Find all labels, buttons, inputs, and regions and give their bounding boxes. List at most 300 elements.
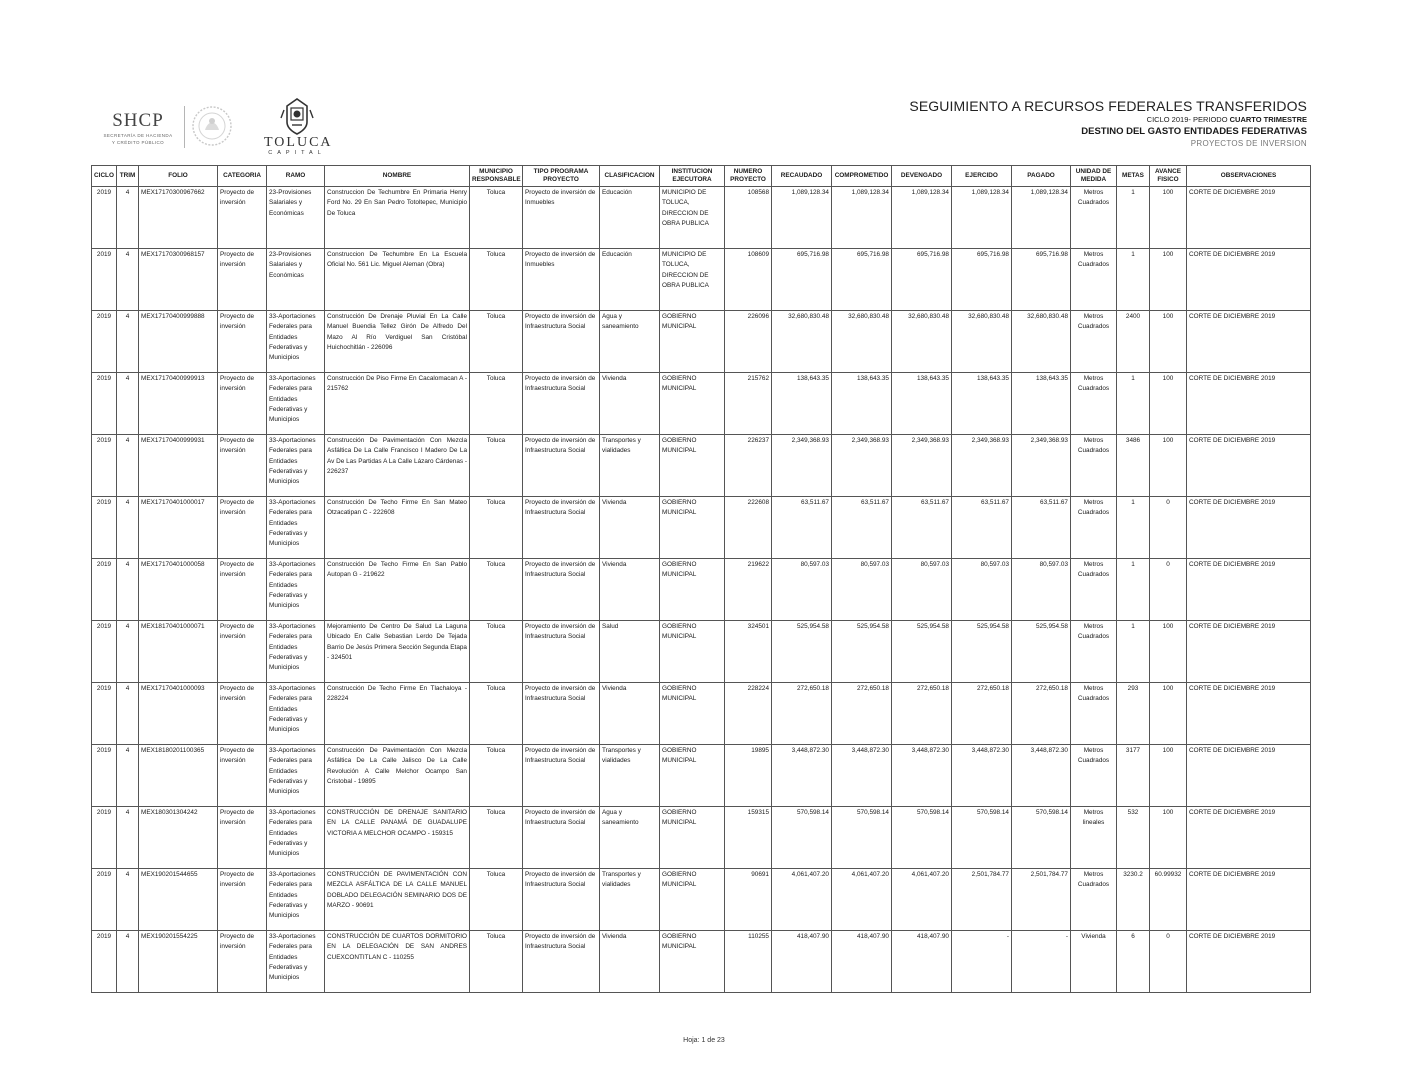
cell-tipo-programa: Proyecto de inversión de Infraestructura Social <box>523 621 600 683</box>
cell-tipo-programa: Proyecto de inversión de Infraestructura Social <box>523 683 600 745</box>
cell-pagado: 570,598.14 <box>1012 807 1071 869</box>
cell-nombre: Construcción De Techo Firme En San Pablo Autopan G - 219622 <box>325 559 470 621</box>
cell-devengado: 272,650.18 <box>892 683 952 745</box>
cell-numero-proyecto: 228224 <box>725 683 772 745</box>
cell-devengado: 418,407.90 <box>892 931 952 993</box>
cell-trim: 4 <box>117 807 139 869</box>
cell-unidad-medida: Metros Cuadrados <box>1071 497 1117 559</box>
shcp-subtitle-2: Y CRÉDITO PÚBLICO <box>111 139 165 145</box>
cell-ejercido: 2,349,368.93 <box>952 435 1012 497</box>
cell-pagado: 32,680,830.48 <box>1012 311 1071 373</box>
cell-municipio: Toluca <box>470 807 523 869</box>
cell-ramo: 33-Aportaciones Federales para Entidades Federativas y Municipios <box>267 807 325 869</box>
cell-ejercido: 80,597.03 <box>952 559 1012 621</box>
shcp-logo <box>98 110 178 145</box>
column-header-comprometido: COMPROMETIDO <box>832 166 892 187</box>
cell-categoria: Proyecto de inversión <box>218 683 267 745</box>
cell-unidad-medida: Metros Cuadrados <box>1071 373 1117 435</box>
cell-avance-fisico: 60.99932 <box>1150 869 1187 931</box>
cell-pagado: 138,643.35 <box>1012 373 1071 435</box>
cell-pagado: 2,501,784.77 <box>1012 869 1071 931</box>
cell-municipio: Toluca <box>470 187 523 249</box>
cell-ejercido: 1,089,128.34 <box>952 187 1012 249</box>
cell-numero-proyecto: 108609 <box>725 249 772 311</box>
cell-comprometido: 2,349,368.93 <box>832 435 892 497</box>
cell-avance-fisico: 100 <box>1150 621 1187 683</box>
table-row <box>92 869 1311 931</box>
cell-comprometido: 418,407.90 <box>832 931 892 993</box>
cell-devengado: 4,061,407.20 <box>892 869 952 931</box>
cell-ciclo: 2019 <box>92 435 117 497</box>
cell-recaudado: 1,089,128.34 <box>772 187 832 249</box>
cell-categoria: Proyecto de inversión <box>218 249 267 311</box>
logo-area <box>98 96 338 156</box>
column-header-metas: METAS <box>1117 166 1150 187</box>
cell-recaudado: 272,650.18 <box>772 683 832 745</box>
cell-clasificacion: Salud <box>600 621 660 683</box>
cell-observaciones: CORTE DE DICIEMBRE 2019 <box>1187 435 1311 497</box>
cell-clasificacion: Educación <box>600 187 660 249</box>
cell-comprometido: 138,643.35 <box>832 373 892 435</box>
cell-pagado: 63,511.67 <box>1012 497 1071 559</box>
cell-ramo: 33-Aportaciones Federales para Entidades Federativas y Municipios <box>267 435 325 497</box>
cell-folio: MEX17170401000058 <box>139 559 218 621</box>
cell-observaciones: CORTE DE DICIEMBRE 2019 <box>1187 869 1311 931</box>
table-row <box>92 373 1311 435</box>
cell-ciclo: 2019 <box>92 187 117 249</box>
cell-folio: MEX190201544655 <box>139 869 218 931</box>
cell-ciclo: 2019 <box>92 373 117 435</box>
cell-nombre: Mejoramiento De Centro De Salud La Laguna Ubicado En Calle Sebastian Lerdo De Tejada Barrio De Jesús Primera Sección Segunda Etapa - 324501 <box>325 621 470 683</box>
cell-avance-fisico: 100 <box>1150 435 1187 497</box>
cell-trim: 4 <box>117 931 139 993</box>
cell-folio: MEX17170401000017 <box>139 497 218 559</box>
column-header-ejercido: EJERCIDO <box>952 166 1012 187</box>
cell-ciclo: 2019 <box>92 249 117 311</box>
toluca-logo <box>264 96 333 156</box>
column-header-observaciones: OBSERVACIONES <box>1187 166 1311 187</box>
table-row <box>92 931 1311 993</box>
cell-comprometido: 63,511.67 <box>832 497 892 559</box>
cell-ejercido: - <box>952 931 1012 993</box>
report-subtitle: DESTINO DEL GASTO ENTIDADES FEDERATIVAS <box>1081 126 1307 137</box>
cell-folio: MEX17170400999931 <box>139 435 218 497</box>
cell-recaudado: 525,954.58 <box>772 621 832 683</box>
cell-institucion: GOBIERNO MUNICIPAL <box>660 435 725 497</box>
cell-folio: MEX180301304242 <box>139 807 218 869</box>
cell-folio: MEX17170300968157 <box>139 249 218 311</box>
cell-avance-fisico: 100 <box>1150 683 1187 745</box>
column-header-institucion: INSTITUCION EJECUTORA <box>660 166 725 187</box>
cell-unidad-medida: Metros Cuadrados <box>1071 621 1117 683</box>
cell-trim: 4 <box>117 249 139 311</box>
cell-ejercido: 570,598.14 <box>952 807 1012 869</box>
cell-ciclo: 2019 <box>92 621 117 683</box>
column-header-devengado: DEVENGADO <box>892 166 952 187</box>
cell-ejercido: 525,954.58 <box>952 621 1012 683</box>
cell-avance-fisico: 0 <box>1150 497 1187 559</box>
table-row <box>92 559 1311 621</box>
cell-comprometido: 525,954.58 <box>832 621 892 683</box>
cell-tipo-programa: Proyecto de inversión de Infraestructura Social <box>523 807 600 869</box>
cell-ramo: 23-Provisiones Salariales y Económicas <box>267 187 325 249</box>
cell-clasificacion: Vivienda <box>600 497 660 559</box>
cell-unidad-medida: Metros Cuadrados <box>1071 559 1117 621</box>
toluca-wordmark: TOLUCA <box>264 135 333 150</box>
cell-pagado: 695,716.98 <box>1012 249 1071 311</box>
cell-tipo-programa: Proyecto de inversión de Infraestructura Social <box>523 311 600 373</box>
cell-avance-fisico: 100 <box>1150 745 1187 807</box>
cell-numero-proyecto: 159315 <box>725 807 772 869</box>
table-row <box>92 187 1311 249</box>
cell-ciclo: 2019 <box>92 807 117 869</box>
cell-nombre: Construcción De Techo Firme En San Mateo Otzacatipan C - 222608 <box>325 497 470 559</box>
cell-devengado: 138,643.35 <box>892 373 952 435</box>
cell-unidad-medida: Metros Cuadrados <box>1071 869 1117 931</box>
table-row <box>92 807 1311 869</box>
cell-avance-fisico: 100 <box>1150 187 1187 249</box>
cell-municipio: Toluca <box>470 249 523 311</box>
column-header-clasificacion: CLASIFICACION <box>600 166 660 187</box>
table-body <box>92 187 1311 993</box>
cell-clasificacion: Transportes y vialidades <box>600 745 660 807</box>
cell-clasificacion: Agua y saneamiento <box>600 311 660 373</box>
column-header-pagado: PAGADO <box>1012 166 1071 187</box>
cell-devengado: 1,089,128.34 <box>892 187 952 249</box>
cell-trim: 4 <box>117 311 139 373</box>
cell-institucion: GOBIERNO MUNICIPAL <box>660 683 725 745</box>
cell-categoria: Proyecto de inversión <box>218 559 267 621</box>
column-header-categoria: CATEGORIA <box>218 166 267 187</box>
cell-municipio: Toluca <box>470 869 523 931</box>
cell-ejercido: 63,511.67 <box>952 497 1012 559</box>
cell-numero-proyecto: 19895 <box>725 745 772 807</box>
cell-metas: 1 <box>1117 249 1150 311</box>
cell-ramo: 33-Aportaciones Federales para Entidades Federativas y Municipios <box>267 745 325 807</box>
column-header-municipio: MUNICIPIO RESPONSABLE <box>470 166 523 187</box>
column-header-nombre: NOMBRE <box>325 166 470 187</box>
cell-tipo-programa: Proyecto de inversión de Infraestructura Social <box>523 931 600 993</box>
cell-numero-proyecto: 219622 <box>725 559 772 621</box>
cell-nombre: Construcción De Techo Firme En Tlachaloya - 228224 <box>325 683 470 745</box>
table-row <box>92 311 1311 373</box>
cell-pagado: 80,597.03 <box>1012 559 1071 621</box>
cell-categoria: Proyecto de inversión <box>218 311 267 373</box>
cell-recaudado: 418,407.90 <box>772 931 832 993</box>
cell-avance-fisico: 0 <box>1150 931 1187 993</box>
cell-devengado: 80,597.03 <box>892 559 952 621</box>
cell-nombre: Construccion De Techumbre En Primaria Henry Ford No. 29 En San Pedro Totoltepec, Municipio De Toluca <box>325 187 470 249</box>
cell-numero-proyecto: 324501 <box>725 621 772 683</box>
table-row <box>92 249 1311 311</box>
column-header-numero-proyecto: NUMERO PROYECTO <box>725 166 772 187</box>
shcp-subtitle-1: SECRETARÍA DE HACIENDA <box>103 133 173 138</box>
column-header-avance-fisico: AVANCE FISICO <box>1150 166 1187 187</box>
cell-comprometido: 80,597.03 <box>832 559 892 621</box>
cell-ramo: 33-Aportaciones Federales para Entidades Federativas y Municipios <box>267 311 325 373</box>
cell-observaciones: CORTE DE DICIEMBRE 2019 <box>1187 497 1311 559</box>
cell-categoria: Proyecto de inversión <box>218 435 267 497</box>
column-header-unidad-medida: UNIDAD DE MEDIDA <box>1071 166 1117 187</box>
cell-categoria: Proyecto de inversión <box>218 621 267 683</box>
table-row <box>92 683 1311 745</box>
cell-ramo: 33-Aportaciones Federales para Entidades Federativas y Municipios <box>267 559 325 621</box>
cell-nombre: CONSTRUCCIÓN DE PAVIMENTACIÓN CON MEZCLA ASFÁLTICA DE LA CALLE MANUEL DOBLADO DELEGACIÓN SEMINARIO DOS DE MARZO - 90691 <box>325 869 470 931</box>
cell-municipio: Toluca <box>470 931 523 993</box>
table-header-row <box>92 166 1311 187</box>
cell-recaudado: 80,597.03 <box>772 559 832 621</box>
cell-municipio: Toluca <box>470 373 523 435</box>
cell-observaciones: CORTE DE DICIEMBRE 2019 <box>1187 807 1311 869</box>
cell-tipo-programa: Proyecto de inversión de Infraestructura Social <box>523 559 600 621</box>
coat-of-arms-icon <box>190 104 234 148</box>
cell-devengado: 63,511.67 <box>892 497 952 559</box>
cell-ciclo: 2019 <box>92 559 117 621</box>
cell-trim: 4 <box>117 869 139 931</box>
cell-trim: 4 <box>117 745 139 807</box>
cell-observaciones: CORTE DE DICIEMBRE 2019 <box>1187 931 1311 993</box>
cell-folio: MEX18170401000071 <box>139 621 218 683</box>
cell-recaudado: 138,643.35 <box>772 373 832 435</box>
cell-devengado: 32,680,830.48 <box>892 311 952 373</box>
cell-clasificacion: Educación <box>600 249 660 311</box>
cell-ejercido: 2,501,784.77 <box>952 869 1012 931</box>
cell-ejercido: 138,643.35 <box>952 373 1012 435</box>
cell-devengado: 695,716.98 <box>892 249 952 311</box>
cell-avance-fisico: 0 <box>1150 559 1187 621</box>
cell-numero-proyecto: 226096 <box>725 311 772 373</box>
cell-trim: 4 <box>117 559 139 621</box>
cell-metas: 3177 <box>1117 745 1150 807</box>
cell-comprometido: 3,448,872.30 <box>832 745 892 807</box>
cell-observaciones: CORTE DE DICIEMBRE 2019 <box>1187 621 1311 683</box>
cell-recaudado: 63,511.67 <box>772 497 832 559</box>
cell-unidad-medida: Metros Cuadrados <box>1071 187 1117 249</box>
cell-comprometido: 32,680,830.48 <box>832 311 892 373</box>
cell-clasificacion: Vivienda <box>600 683 660 745</box>
cell-tipo-programa: Proyecto de inversión de Infraestructura Social <box>523 497 600 559</box>
cell-observaciones: CORTE DE DICIEMBRE 2019 <box>1187 249 1311 311</box>
cell-ciclo: 2019 <box>92 869 117 931</box>
column-header-tipo-programa: TIPO PROGRAMA PROYECTO <box>523 166 600 187</box>
cell-institucion: MUNICIPIO DE TOLUCA, DIRECCION DE OBRA PUBLICA <box>660 249 725 311</box>
cell-clasificacion: Vivienda <box>600 559 660 621</box>
cell-nombre: Construcción De Pavimentación Con Mezcla Asfáltica De La Calle Francisco I Madero De La Av De Las Partidas A La Calle Lázaro Cárdenas - 226237 <box>325 435 470 497</box>
cell-ejercido: 695,716.98 <box>952 249 1012 311</box>
cell-comprometido: 272,650.18 <box>832 683 892 745</box>
cell-recaudado: 4,061,407.20 <box>772 869 832 931</box>
cell-municipio: Toluca <box>470 745 523 807</box>
cell-metas: 1 <box>1117 559 1150 621</box>
cell-clasificacion: Agua y saneamiento <box>600 807 660 869</box>
cell-clasificacion: Vivienda <box>600 931 660 993</box>
cell-institucion: GOBIERNO MUNICIPAL <box>660 497 725 559</box>
toluca-capital-label: CAPITAL <box>268 150 326 156</box>
cell-municipio: Toluca <box>470 435 523 497</box>
cell-pagado: 2,349,368.93 <box>1012 435 1071 497</box>
cell-ramo: 23-Provisiones Salariales y Económicas <box>267 249 325 311</box>
cell-unidad-medida: Metros Cuadrados <box>1071 311 1117 373</box>
cell-comprometido: 1,089,128.34 <box>832 187 892 249</box>
cell-clasificacion: Vivienda <box>600 373 660 435</box>
cell-avance-fisico: 100 <box>1150 249 1187 311</box>
cell-numero-proyecto: 215762 <box>725 373 772 435</box>
cell-ciclo: 2019 <box>92 931 117 993</box>
cell-unidad-medida: Metros Cuadrados <box>1071 683 1117 745</box>
cell-categoria: Proyecto de inversión <box>218 745 267 807</box>
cell-nombre: Construcción De Drenaje Pluvial En La Calle Manuel Buendia Tellez Girón De Alfredo Del Mazo Al Río Verdiguel San Cristóbal Huichochitlán - 226096 <box>325 311 470 373</box>
cell-institucion: GOBIERNO MUNICIPAL <box>660 869 725 931</box>
cell-tipo-programa: Proyecto de inversión de Infraestructura Social <box>523 435 600 497</box>
cell-ramo: 33-Aportaciones Federales para Entidades Federativas y Municipios <box>267 869 325 931</box>
cell-nombre: Construcción De Pavimentación Con Mezcla Asfáltica De La Calle Jalisco De La Calle Revolución A Calle Melchor Ocampo San Cristobal - 19895 <box>325 745 470 807</box>
cell-folio: MEX17170300967662 <box>139 187 218 249</box>
cell-pagado: - <box>1012 931 1071 993</box>
column-header-folio: FOLIO <box>139 166 218 187</box>
cell-trim: 4 <box>117 373 139 435</box>
cell-avance-fisico: 100 <box>1150 807 1187 869</box>
cell-metas: 1 <box>1117 373 1150 435</box>
cell-institucion: GOBIERNO MUNICIPAL <box>660 621 725 683</box>
cell-tipo-programa: Proyecto de inversión de Infraestructura Social <box>523 745 600 807</box>
cell-ramo: 33-Aportaciones Federales para Entidades Federativas y Municipios <box>267 931 325 993</box>
cell-ramo: 33-Aportaciones Federales para Entidades Federativas y Municipios <box>267 373 325 435</box>
cell-tipo-programa: Proyecto de inversión de Infraestructura Social <box>523 869 600 931</box>
cell-nombre: CONSTRUCCIÓN DE DRENAJE SANITARIO EN LA CALLE PANAMÁ DE GUADALUPE VICTORIA A MELCHOR OCAMPO - 159315 <box>325 807 470 869</box>
cell-categoria: Proyecto de inversión <box>218 373 267 435</box>
cell-ciclo: 2019 <box>92 683 117 745</box>
cell-ciclo: 2019 <box>92 311 117 373</box>
table-row <box>92 621 1311 683</box>
cell-observaciones: CORTE DE DICIEMBRE 2019 <box>1187 187 1311 249</box>
cell-numero-proyecto: 226237 <box>725 435 772 497</box>
cell-ramo: 33-Aportaciones Federales para Entidades Federativas y Municipios <box>267 621 325 683</box>
cell-metas: 532 <box>1117 807 1150 869</box>
cell-institucion: GOBIERNO MUNICIPAL <box>660 807 725 869</box>
cell-pagado: 525,954.58 <box>1012 621 1071 683</box>
cell-pagado: 1,089,128.34 <box>1012 187 1071 249</box>
cell-trim: 4 <box>117 497 139 559</box>
cell-tipo-programa: Proyecto de inversión de Inmuebles <box>523 187 600 249</box>
cell-devengado: 570,598.14 <box>892 807 952 869</box>
cell-recaudado: 695,716.98 <box>772 249 832 311</box>
cell-numero-proyecto: 90691 <box>725 869 772 931</box>
cell-municipio: Toluca <box>470 559 523 621</box>
cell-nombre: Construccion De Techumbre En La Escuela Oficial No. 561 Lic. Miguel Aleman (Obra) <box>325 249 470 311</box>
page-footer: Hoja: 1 de 23 <box>683 1037 725 1044</box>
cell-trim: 4 <box>117 621 139 683</box>
cell-unidad-medida: Metros Cuadrados <box>1071 249 1117 311</box>
cell-ramo: 33-Aportaciones Federales para Entidades Federativas y Municipios <box>267 683 325 745</box>
report-section: PROYECTOS DE INVERSION <box>1190 139 1307 148</box>
projects-table <box>91 165 1311 993</box>
cell-ejercido: 272,650.18 <box>952 683 1012 745</box>
cell-metas: 1 <box>1117 497 1150 559</box>
cell-institucion: GOBIERNO MUNICIPAL <box>660 373 725 435</box>
cell-clasificacion: Transportes y vialidades <box>600 435 660 497</box>
cell-metas: 1 <box>1117 621 1150 683</box>
column-header-trim: TRIM <box>117 166 139 187</box>
cell-institucion: GOBIERNO MUNICIPAL <box>660 931 725 993</box>
cell-institucion: GOBIERNO MUNICIPAL <box>660 559 725 621</box>
cell-metas: 3486 <box>1117 435 1150 497</box>
cell-avance-fisico: 100 <box>1150 373 1187 435</box>
report-period <box>909 115 1307 124</box>
cell-observaciones: CORTE DE DICIEMBRE 2019 <box>1187 373 1311 435</box>
column-header-recaudado: RECAUDADO <box>772 166 832 187</box>
cell-municipio: Toluca <box>470 621 523 683</box>
cell-unidad-medida: Metros Cuadrados <box>1071 435 1117 497</box>
cell-ciclo: 2019 <box>92 745 117 807</box>
cell-metas: 293 <box>1117 683 1150 745</box>
cell-unidad-medida: Metros Cuadrados <box>1071 745 1117 807</box>
ciclo-label: CICLO 2019- PERIODO <box>1146 115 1228 124</box>
cell-categoria: Proyecto de inversión <box>218 497 267 559</box>
cell-categoria: Proyecto de inversión <box>218 931 267 993</box>
cell-tipo-programa: Proyecto de inversión de Infraestructura Social <box>523 373 600 435</box>
cell-recaudado: 2,349,368.93 <box>772 435 832 497</box>
cell-institucion: MUNICIPIO DE TOLUCA, DIRECCION DE OBRA PUBLICA <box>660 187 725 249</box>
cell-numero-proyecto: 222608 <box>725 497 772 559</box>
cell-folio: MEX17170400999913 <box>139 373 218 435</box>
cell-ciclo: 2019 <box>92 497 117 559</box>
cell-pagado: 272,650.18 <box>1012 683 1071 745</box>
toluca-crest-icon <box>279 96 315 136</box>
cell-devengado: 525,954.58 <box>892 621 952 683</box>
cell-metas: 2400 <box>1117 311 1150 373</box>
cell-observaciones: CORTE DE DICIEMBRE 2019 <box>1187 745 1311 807</box>
column-header-ramo: RAMO <box>267 166 325 187</box>
cell-avance-fisico: 100 <box>1150 311 1187 373</box>
cell-pagado: 3,448,872.30 <box>1012 745 1071 807</box>
cell-municipio: Toluca <box>470 683 523 745</box>
cell-tipo-programa: Proyecto de inversión de Inmuebles <box>523 249 600 311</box>
cell-comprometido: 695,716.98 <box>832 249 892 311</box>
periodo-value: CUARTO TRIMESTRE <box>1229 115 1307 124</box>
cell-unidad-medida: Vivienda <box>1071 931 1117 993</box>
cell-nombre: CONSTRUCCIÓN DE CUARTOS DORMITORIO EN LA DELEGACIÓN DE SAN ANDRES CUEXCONTITLAN C - 110255 <box>325 931 470 993</box>
table-row <box>92 745 1311 807</box>
cell-metas: 6 <box>1117 931 1150 993</box>
cell-numero-proyecto: 110255 <box>725 931 772 993</box>
cell-ejercido: 3,448,872.30 <box>952 745 1012 807</box>
cell-comprometido: 4,061,407.20 <box>832 869 892 931</box>
cell-observaciones: CORTE DE DICIEMBRE 2019 <box>1187 683 1311 745</box>
cell-folio: MEX17170400999888 <box>139 311 218 373</box>
cell-folio: MEX17170401000093 <box>139 683 218 745</box>
cell-devengado: 3,448,872.30 <box>892 745 952 807</box>
cell-institucion: GOBIERNO MUNICIPAL <box>660 311 725 373</box>
report-header <box>909 98 1307 148</box>
cell-trim: 4 <box>117 683 139 745</box>
cell-observaciones: CORTE DE DICIEMBRE 2019 <box>1187 559 1311 621</box>
cell-recaudado: 3,448,872.30 <box>772 745 832 807</box>
report-title: SEGUIMIENTO A RECURSOS FEDERALES TRANSFERIDOS <box>909 98 1307 114</box>
cell-categoria: Proyecto de inversión <box>218 187 267 249</box>
cell-metas: 3230.2 <box>1117 869 1150 931</box>
cell-clasificacion: Transportes y vialidades <box>600 869 660 931</box>
cell-numero-proyecto: 108568 <box>725 187 772 249</box>
cell-institucion: GOBIERNO MUNICIPAL <box>660 745 725 807</box>
cell-municipio: Toluca <box>470 497 523 559</box>
cell-recaudado: 570,598.14 <box>772 807 832 869</box>
cell-unidad-medida: Metros lineales <box>1071 807 1117 869</box>
cell-trim: 4 <box>117 435 139 497</box>
cell-metas: 1 <box>1117 187 1150 249</box>
shcp-wordmark: SHCP <box>112 110 164 131</box>
cell-folio: MEX18180201100365 <box>139 745 218 807</box>
cell-nombre: Construcción De Piso Firme En Cacalomacan A - 215762 <box>325 373 470 435</box>
